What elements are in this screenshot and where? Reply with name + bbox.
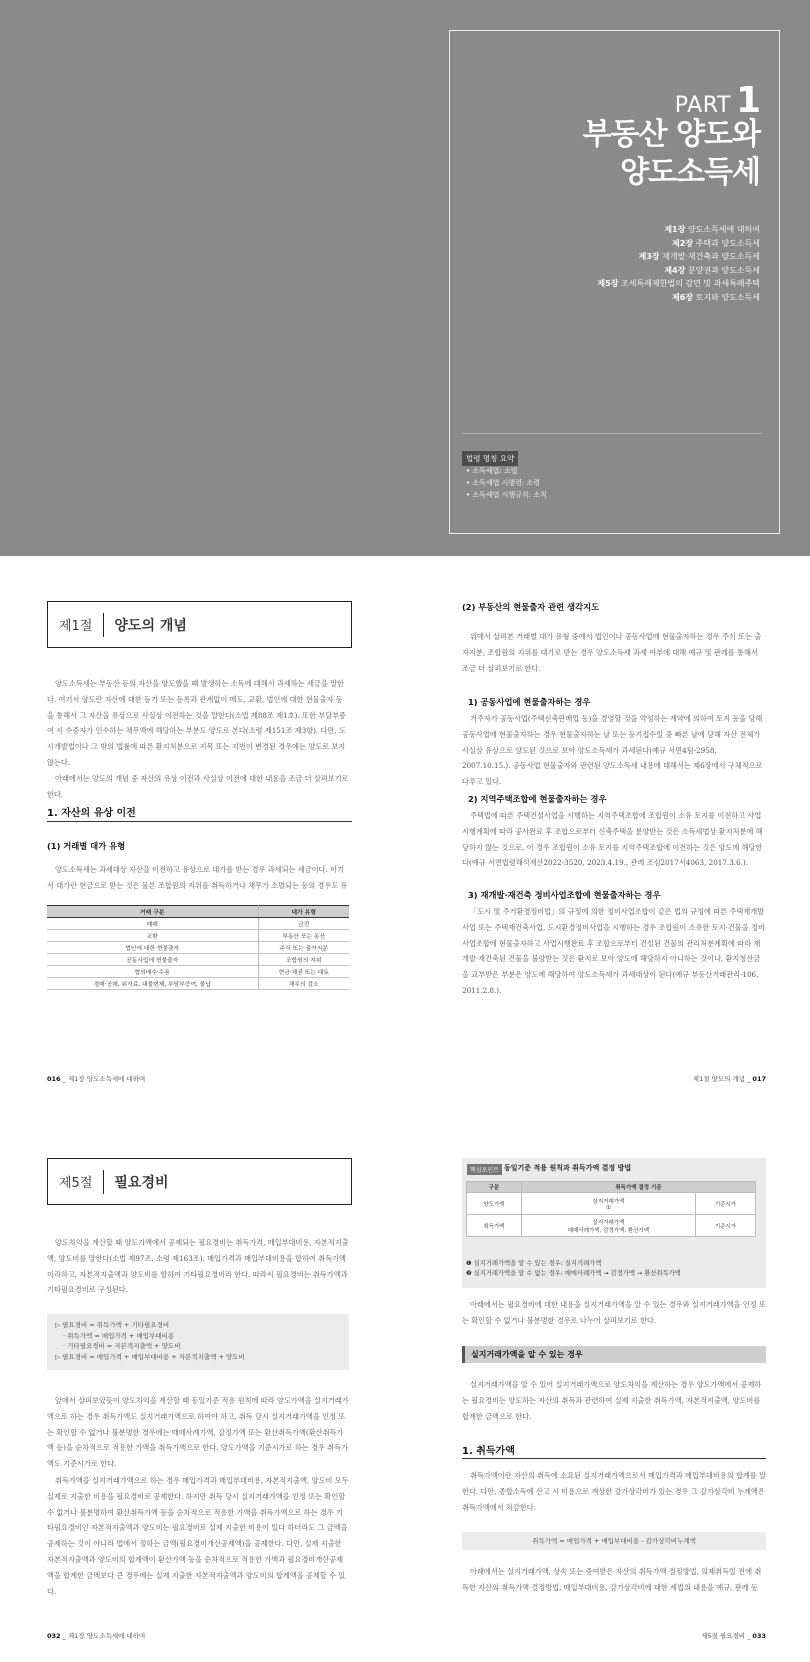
chapter-toc <box>597 223 760 304</box>
subheading: (1) 거래별 대가 유형 <box>47 841 126 851</box>
toc-item: 제1장 양도소득세에 대하여 <box>664 225 760 234</box>
paragraph: 아래에서는 필요경비에 대한 내용을 실지거래가액을 알 수 있는 경우와 실지거래가액을 인정 또는 확인할 수 없거나 불분명한 경우로 나누어 살펴보기로 한다. <box>462 1300 766 1325</box>
paragraph: 「도시 및 주거환경정비법」의 규정에 의한 정비사업조합이 같은 법의 규정에 따른 주택재개발사업 또는 주택재건축사업, 도시환경정비사업을 시행하는 경우 조합원이 소유한 토지·건물을 정비사업조합에 현물출자하고 사업시행완료 후 조합으로부터 건설된 건물의 관리처분계획에 따라 재개발·재건축된 건물을 불양받는 것은 환지로 보아 양도에 해당하지 아니하는 것이나, 환지청산금을 교부받은 부분은 양도에 해당하여 양도소득세가 과세대상이 된다(예규 부동산거래관리-106, 2011.2.8.). <box>462 907 765 995</box>
cover-title-line1: 부동산 양도와 <box>582 117 760 152</box>
formula-box: ▷ 필요경비 = 취득가액 + 기타필요경비 · 취득가액 = 매입가격 + 매입부대비용 · 기타필요경비 = 자본적지출액 + 양도비 ▷ 필요경비 = 매입가격 + 매입부대비용 + 자본적지출액 + 양도비 <box>47 1314 349 1370</box>
part-heading <box>675 80 761 121</box>
page-folio: 제5절 필요경비 _ 033 <box>701 1632 766 1640</box>
paragraph: 취득가액을 실지거래가액으로 하는 경우 매입가격과 매입부대비용, 자본적지출액, 양도비 모두 실제로 지출한 비용을 필요경비로 공제한다. 하지만 취득 당시 실지거래가액을 인정 또는 확인할 수 없거나 불분명하여 환산취득가액 등을 순차적으로 적용한 가액을 취득가액으로 하는 경우 기타필요경비인 자본적지출액과 양도비는 필요경비로 실제 지출한 비용이 있다 하더라도 그 금액을 공제하는 것이 아니라 법에서 정하는 금액(필요경비개산공제액)을 공제한다. 다만, 실제 지출한 자본적지출액과 양도비의 합계액이 환산가액 등을 순차적으로 적용한 가액과 필요경비개산공제액을 합계한 금액보다 큰 경우에는 실제 지출한 자본적지출액과 양도비의 합계액을 공제할 수 있다. <box>47 1476 349 1596</box>
paragraph: 주택법에 따른 주택건설사업을 시행하는 지역주택조합에 조합원이 소유 토지를 이전하고 사업시행계획에 따라 공사완료 후 조합으로부터 신축주택을 분양받는 것은 소득세법상 환지처분에 해당하지 않는 것으로, 이 경우 조합원이 소유 토지를 지역주택조합에 이전하는 것은 양도에 해당한다(예규 서면법령해석재산2022-3520, 2023.4.19., 관례 조심2017서4063, 2017.3.6.). <box>462 811 763 868</box>
toc-item: 제6장 토지와 양도소득세 <box>672 292 760 302</box>
paragraph: 아래에서는 실지거래가액, 상속 또는 증여받은 자산의 취득가액 결정방법, 의제취득일 전에 취득한 자산의 취득가액 결정방법, 매입부대비용, 감가상각비에 대한 세법의 내용을 예규, 판례 등 <box>462 1567 762 1592</box>
table-row: 양도가액 실지거래가액 ① 기준시가 <box>467 1193 756 1215</box>
part-label: PART <box>674 93 731 118</box>
section-title: 필요경비 <box>114 1174 169 1191</box>
table-row: 법인에 대한 현물출자 주식 또는 출자지분 <box>47 942 349 954</box>
cover-title <box>583 116 760 192</box>
paragraph: 양도소득세는 과세대상 자산을 이전하고 유상으로 대가를 받는 경우 과세되는 세금이다. 이기서 대가란 현금으로 받는 것은 물론 조합원의 지위를 취득하거나 채무가 소멸되는 등의 경우도 유 <box>47 865 348 890</box>
key-point-tag: 핵심포인트 <box>467 1164 502 1175</box>
table-row: 매매 금전 <box>47 918 349 930</box>
paragraph: 양도차익을 계산할 때 양도가액에서 공제되는 필요경비는 취득가격, 매입부대비용, 자본적지출액, 양도비를 말한다(소법 제97조, 소령 제163조). 매입가격과 매입부대비용을 합하여 취득가액이라하고, 자본적지출액과 양도비를 합하여 기타필요경비라 한다. 따라서 필요경비는 취득가액과 기타필요경비로 구성된다. <box>47 1238 349 1295</box>
toc-item: 제2장 주택과 양도소득세 <box>672 238 760 248</box>
cover-title-line2: 양도소득세 <box>620 155 760 190</box>
section-number: 제5절 <box>48 1170 104 1194</box>
divider <box>462 433 762 434</box>
subsection-bar: 실지거래가액을 알 수 있는 경우 <box>462 1346 766 1363</box>
criteria-table: 구분 취득가액 결정 기준 양도가액 실지거래가액 ① 기준시가 취득가액 실지거래가액 매매사례가액, 감정가액, 환산가액 기준시가 <box>466 1181 756 1237</box>
formula-bar: 취득가액 = 매입가격 + 매입부대비용 - 감가상각비누계액 <box>462 1532 766 1550</box>
heading-asset-transfer: 1. 자산의 유상 이전 <box>47 808 136 819</box>
toc-item: 제4장 분양권과 양도소득세 <box>664 265 760 275</box>
paragraph: 거주자가 공동사업(주택신축판매업 등)을 경영할 것을 약정하는 계약에 의하여 토지 등을 당해 공동사업에 현물출자하는 경우 현물출자하는 날 또는 등기접수일 중 빠른 날에 당해 자산 전체가 사실상 유상으로 양도된 것으로 보아 양도소득세가 과세된다(예규 서면4팀-2958, 2007.10.15.). 공동사업 현물출자와 관련된 양도소득세 내용에 대해서는 제6장에서 구체적으로 다루고 있다. <box>462 714 763 787</box>
subheading: (2) 부동산의 현물출자 관련 생각지도 <box>462 602 600 612</box>
consideration-table: 거래 구분 대가 유형 매매 금전 교환 부동산 또는 동산 법인에 대한 현물출자 주식 또는 출자지분 공동사업에 현물출자 조합원의 지위 협의매수·수용 현금·채권 또는 대토 경매·공매, 위자료, 대물변제, 부담부증여, 물납 채무의 감소 <box>47 905 349 990</box>
part-number: 1 <box>735 80 761 121</box>
subheading: 2) 지역주택조합에 현물출자하는 경우 <box>468 794 607 804</box>
table-row: 교환 부동산 또는 동산 <box>47 930 349 942</box>
subheading: 3) 재개발·재건축 정비사업조합에 현물출자하는 경우 <box>468 890 661 900</box>
law-abbrev-tag: 법령 명칭 요약 <box>462 451 518 466</box>
page-folio: 032 _ 제1장 양도소득세에 대하여 <box>47 1632 146 1640</box>
table-row: 취득가액 실지거래가액 매매사례가액, 감정가액, 환산가액 기준시가 <box>467 1215 756 1237</box>
table-row: 협의매수·수용 현금·채권 또는 대토 <box>47 966 349 978</box>
section-number: 제1절 <box>48 613 104 637</box>
toc-item: 제5장 조세특례제한법의 감면 및 과세특례주택 <box>597 279 760 288</box>
table-row: 경매·공매, 위자료, 대물변제, 부담부증여, 물납 채무의 감소 <box>47 978 349 990</box>
heading-rule <box>462 1458 766 1459</box>
paragraph: 실지거래가액을 알 수 있어 실지거래가액으로 양도차익을 계산하는 경우 양도가액에서 공제하는 필요경비는 양도하는 자산의 취득과 관련하여 실제 지출한 취득가액, 자본적지출액, 양도비를 합계한 금액으로 한다. <box>462 1380 762 1421</box>
paragraph: 앞에서 살펴보았듯이 양도차익을 계산할 때 동일기준 적용 원칙에 따라 양도가액을 실지거래가액으로 하는 경우 취득가액도 실지거래가액으로 하여야 하고, 취득 당시 실지거래가액을 인정 또는 확인할 수 없거나 불분명한 경우에는 매매사례가액, 감정가액 또는 환산취득가액(환산취득가액 등)을 순차적으로 적용한 가액을 취득가액으로 한다. 양도가액을 기준시가로 하는 경우 취득가액도 기준시가로 한다. <box>47 1396 349 1469</box>
page-folio: 제1절 양도의 개념 _ 017 <box>692 1075 766 1083</box>
notes: ❶ 실지거래가액을 알 수 있는 경우: 실지거래가액 ❷ 실지거래가액을 알 수 없는 경우: 매매사례가액 → 감정가액 → 환산취득가액 <box>466 1260 681 1277</box>
paragraph: 위에서 살펴본 거래별 대가 유형 중에서 법인이나 공동사업에 현물출자하는 경우 주식 또는 출자지분, 조합원의 지위를 대가로 받는 경우 양도소득세 과세 여부에 대해 예규 및 판례를 통해서 조금 더 살펴보기로 한다. <box>462 632 762 673</box>
paragraph: 양도소득세는 부동산 등의 자산을 양도했을 때 발생하는 소득에 대해서 과세하는 세금을 말한다. 여기서 양도란 자산에 대한 등기 또는 등록과 관계없이 매도, 교환, 법인에 대한 현물출자 등을 통해서 그 자산을 유상으로 사실상 이전하는 것을 말한다(소법 제88조 제1호). 또한 부담부증여 시 수증자가 인수하는 채무액에 해당하는 부분도 양도로 본다(소령 제151조 제3항). 다만, 도시개발법이나 그 밖의 법률에 따른 환지처분으로 지목 또는 지번이 변경된 경우에는 양도로 보지 않는다. 아래에서는 양도의 개념 중 자산의 유상 이전과 사실상 이전에 대한 내용을 조금 더 살펴보기로 한다. <box>47 679 349 799</box>
table-row: 공동사업에 현물출자 조합원의 지위 <box>47 954 349 966</box>
key-point-title: 동일기준 적용 원칙과 취득가액 결정 방법 <box>504 1164 632 1172</box>
section-title: 양도의 개념 <box>114 617 187 634</box>
heading-acquisition-price: 1. 취득가액 <box>462 1446 515 1457</box>
section-heading <box>47 601 352 648</box>
toc-item: 제3장 재개발·재건축과 양도소득세 <box>638 252 760 261</box>
subheading: 1) 공동사업에 현물출자하는 경우 <box>468 697 591 707</box>
section-heading <box>47 1158 352 1205</box>
heading-rule <box>47 821 352 822</box>
page-folio: 016 _ 제1장 양도소득세에 대하여 <box>47 1075 146 1083</box>
paragraph: 취득가액이란 자산의 취득에 소요된 실지거래가액으로서 매입가격과 매입부대비용의 합계를 말한다. 다만, 종합소득에 산고 시 비용으로 계상한 감가상각비가 있는 경우 그 감가상각비 누계액은 취득가액에서 차감한다. <box>462 1471 767 1512</box>
law-abbrev-list: • 소득세법: 소법 • 소득세법 시행령: 소령 • 소득세법 시행규칙: 소칙 <box>466 467 547 499</box>
